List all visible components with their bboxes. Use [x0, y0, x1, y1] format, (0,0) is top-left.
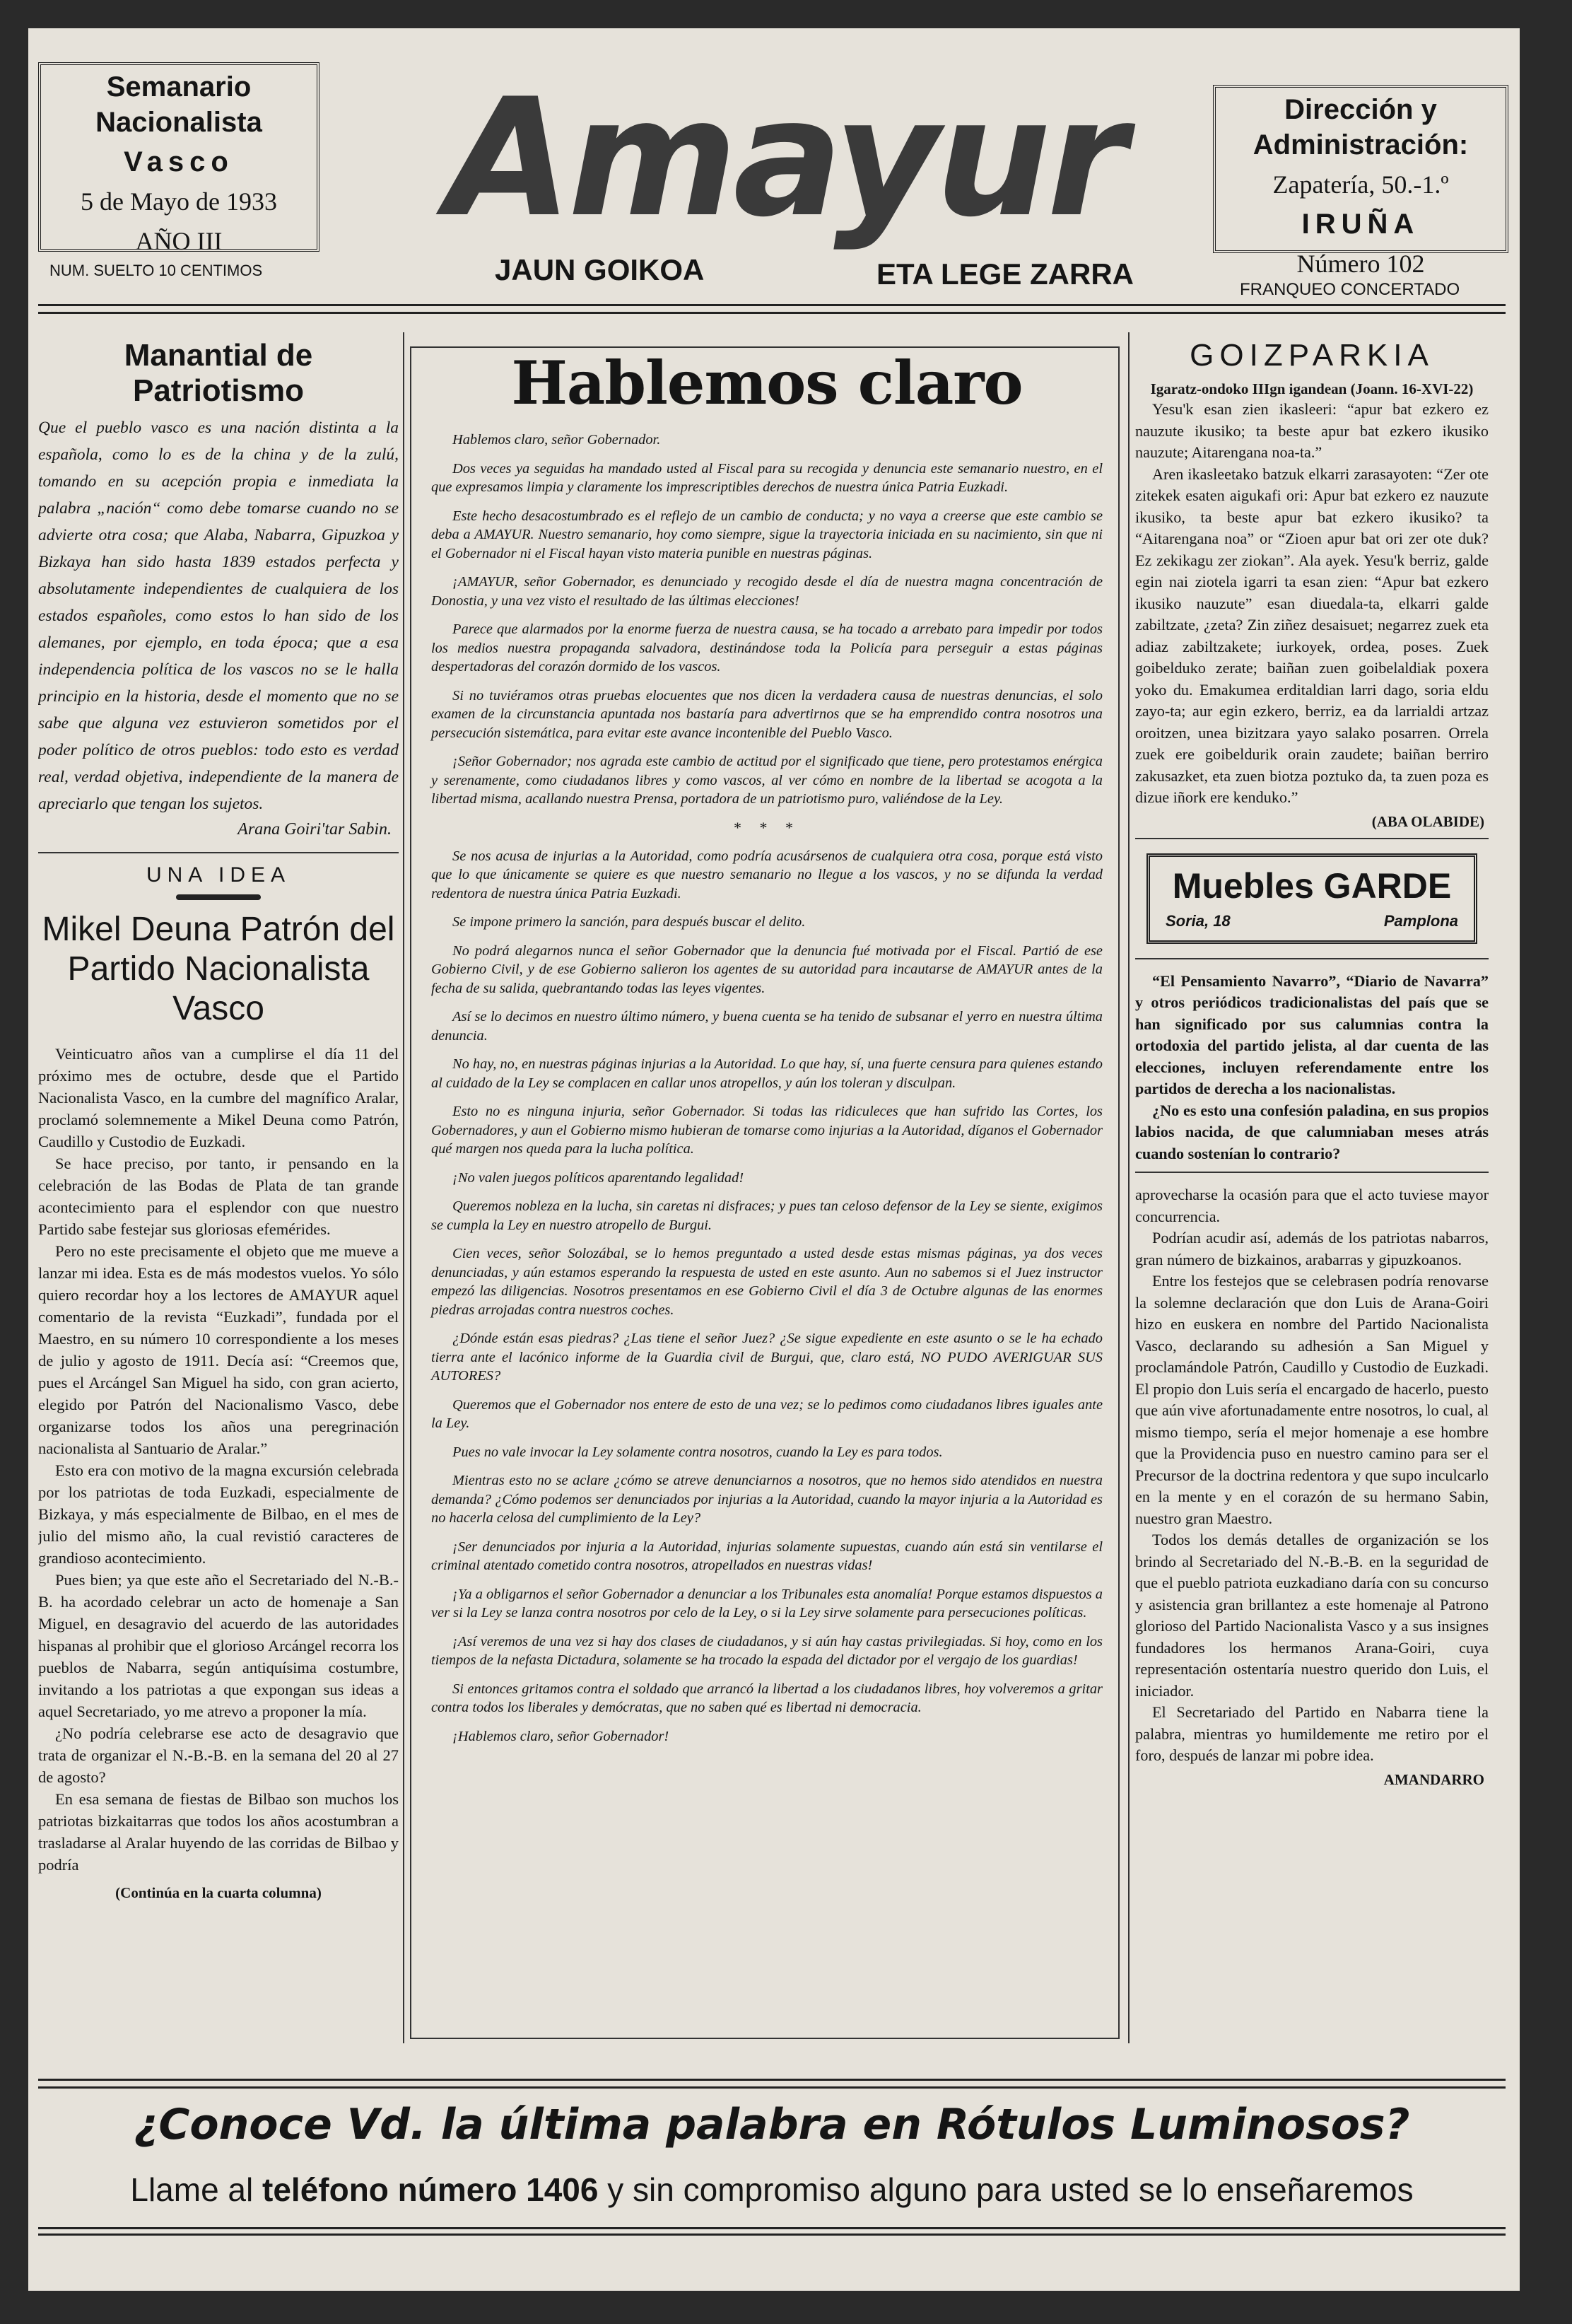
right-column — [1135, 332, 1489, 2050]
paragraph: Entre los festejos que se celebrasen podría renovarse la solemne declaración que don Luis de Arana-Goiri hizo en euskera en nombre del Partido Nacionalista Vasco, declarando su adhesión a San Miguel y proclamándole Patrón, Caudillo y Custodio de Euzkadi. El propio don Luis sería el encargado de hacerlo, puesto que aún vive afortunadamente entre nosotros, lo cual, al mismo tiempo, sería el mejor homenaje a ese hombre que la Providencia puso en nuestro camino para ser el Precursor de la doctrina redentora y que supo inculcarlo en la mente y en el corazón de su hermano Sabin, nuestro gran Maestro. — [1135, 1272, 1489, 1527]
paragraph: ¿Dónde están esas piedras? ¿Las tiene el señor Juez? ¿Se sigue expediente en este asunto o se le ha echado tierra ante el lacónico informe de la Guardia civil de Burgui, que, claro está, NO PUDO AVERIGUAR SUS AUTORES? — [431, 1331, 1103, 1384]
paragraph: Si entonces gritamos contra el soldado que arrancó la libertad a los ciudadanos libres, hoy volveremos a gritar contra todos los liberales y demócratas, que no saben qué es libertad ni democracia. — [431, 1681, 1103, 1715]
paragraph: Pues no vale invocar la Ley solamente contra nosotros, cuando la Ley es para todos. — [452, 1444, 943, 1460]
paragraph: Esto no es ninguna injuria, señor Gobernador. Si todas las ridiculeces que han sufrido las Cortes, los Gobernadores, y aun el Gobierno mismo hubieran de tomarse como injurias a la Autoridad, díganos el Gobernador qué margen nos queda para la lucha política. — [431, 1104, 1103, 1157]
paragraph: Hablemos claro, señor Gobernador. — [452, 432, 661, 448]
franking-note: FRANQUEO CONCERTADO — [1240, 280, 1460, 299]
article-title: Manantial de Patriotismo — [124, 338, 313, 408]
paragraph: Pues bien; ya que este año el Secretariado del N.-B.-B. ha acordado celebrar un acto de homenaje a San Miguel, en desagravio del acuerdo de las autoridades hispanas al prohibir que el glorioso Arcángel recorra los pueblos de Nabarra, según antiquísima costumbre, invitando a los patriotas a que expongan sus ideas a aquel Secretariado, yo me atrevo a proponer la mía. — [38, 1571, 399, 1720]
issue-year: AÑO III — [135, 227, 223, 255]
editorial-title: Hablemos claro — [511, 348, 1023, 418]
admin-city: IRUÑA — [1301, 209, 1420, 240]
paragraph: “El Pensamiento Navarro”, “Diario de Navarra” y otros periódicos tradicionalistas del país que se han significado por sus calumnias contra la ortodoxia del partido jelista, al dar cuenta de las elecciones, incluyen referendamente entre los partidos de derecha a los nacionalistas. — [1135, 971, 1489, 1097]
paragraph: Así se lo decimos en nuestro último número, y buena cuenta se ha tenido de subsanar el yerro en nuestra última denuncia. — [431, 1009, 1103, 1044]
middle-column — [410, 332, 1124, 2050]
masthead-line: Semanario Nacionalista — [95, 71, 262, 138]
paragraph: Veinticuatro años van a cumplirse el día 11 del próximo mes de octubre, desde que el Partido Nacionalista Vasco, en la cumbre del magnífico Aralar, proclamó solemnemente a Mikel Deuna como Patrón, Caudillo y Custodio de Euzkadi. — [38, 1045, 399, 1150]
paragraph: ¡Ser denunciados por injuria a la Autoridad, injurias solamente supuestas, cuando aún está sin ventilarse el criminal atentado cometido contra nosotros, atropellados en nuestras vidas! — [431, 1538, 1103, 1573]
paragraph: Parece que alarmados por la enorme fuerza de nuestra causa, se ha tocado a arrebato para impedir por todos los medios nuestra propaganda salvadora, destinándose toda la Policía para perseguir a estas páginas despertadoras del corazón dormido de los vascos. — [431, 621, 1103, 675]
admin-address: Zapatería, 50.-1.º — [1272, 170, 1449, 199]
divider — [1135, 958, 1489, 959]
paragraph: No hay, no, en nuestras páginas injurias a la Autoridad. Lo que hay, sí, una fuerte censura para quienes estando al cuidado de la Ley se complacen en callar unos atropellos, y aún los toleran y disculpan. — [431, 1056, 1103, 1091]
footer-ad-text — [38, 2171, 1506, 2209]
paragraph: Queremos que el Gobernador nos entere de esto de una vez; se lo pedimos como ciudadanos libres iguales ante la Ley. — [431, 1396, 1103, 1431]
paragraph: Esto era con motivo de la magna excursión celebrada por los patriotas de toda Euzkadi, especialmente de Bizkaya, y más especialmente de Bilbao, en el mes de julio del mismo año, la cual revistió caracteres de grandioso acontecimiento. — [38, 1461, 399, 1567]
article-subtitle: Igaratz-ondoko IIIgn igandean (Joann. 16-XVI-22) — [1150, 380, 1474, 397]
ad-title: Muebles GARDE — [1172, 865, 1452, 906]
kicker: UNA IDEA — [146, 863, 291, 887]
newspaper-page — [28, 28, 1520, 2291]
paragraph: Mientras esto no se aclare ¿cómo se atreve denunciarnos a nosotros, que no hemos sido atendidos en nuestra demanda? ¿Cómo podemos ser denunciados por injurias a la Autoridad, cuando la mayor injuria a la Autoridad es no hacerla celosa del cumplimiento de la Ley? — [431, 1473, 1103, 1526]
divider — [1135, 1172, 1489, 1173]
paragraph: Podrían acudir así, además de los patriotas nabarros, gran número de bizkainos, arabarras y gipuzkoanos. — [1135, 1229, 1489, 1268]
article-title: GOIZPARKIA — [1190, 338, 1434, 373]
divider — [1135, 838, 1489, 839]
paragraph: ¡Ya a obligarnos el señor Gobernador a denunciar a los Tribunales esta anomalía! Porque estamos dispuestos a ver si la Ley se lanza contra nosotros por celo de la Ley, o si la Ley sirve solamente para persecuciones políticas. — [431, 1586, 1103, 1621]
motto-left: JAUN GOIKOA — [495, 253, 705, 286]
paragraph: aprovecharse la ocasión para que el acto tuviese mayor concurrencia. — [1135, 1186, 1489, 1225]
paragraph: Dos veces ya seguidas ha mandado usted al Fiscal para su recogida y denuncia este semanario nuestro, en el que expresamos limpia y claramente los imprescriptibles derechos de nuestra única Patria Euzkadi. — [431, 460, 1103, 495]
paragraph: Todos los demás detalles de organización se los brindo al Secretariado del N.-B.-B. en la seguridad de que el pueblo patriota euzkadiano daría con su concurso y asistencia gran brillantez a este homenaje al Patrono glorioso del Partido Nacionalista Vasco y a sus insignes fundadores los hermanos Arana-Goiri, cuya representación ostentaría nuestro querido don Luis, el iniciador. — [1135, 1531, 1489, 1700]
paragraph: ¡Señor Gobernador; nos agrada este cambio de actitud por el significado que tiene, pero protestamos enérgica y serenamente, como ciudadanos libres y como vascos, al ver cómo en nombre de la libertad se acogota a la libertad misma, acallando nuestra Prensa, portadora de un patriotismo puro, valiéndose de la Ley. — [431, 754, 1103, 807]
paragraph: ¡AMAYUR, señor Gobernador, es denunciado y recogido desde el día de nuestra magna concentración de Donostia, y una vez visto el resultado de las últimas elecciones! — [431, 574, 1103, 609]
signature: (ABA OLABIDE) — [1371, 812, 1484, 830]
paragraph: El Secretariado del Partido en Nabarra tiene la palabra, mientras yo humildemente me retiro por el foro, después de lanzar mi pobre idea. — [1135, 1703, 1489, 1764]
paragraph: Se hace preciso, por tanto, ir pensando en la celebración de las Bodas de Plata de tan grande acontecimiento para el esplendor con que nuestro Partido sabe festejar sus gloriosas efemérides. — [38, 1155, 399, 1238]
left-column — [38, 332, 399, 2050]
paragraph: Yesu'k esan zien ikasleeri: “apur bat ezkero ez nauzute ikusiko; ta beste apur bat ezkero ikusiko nauzute; Aitarengana noa-ta.” — [1135, 400, 1489, 461]
section-break: * * * — [734, 818, 800, 836]
column-divider — [403, 332, 404, 2043]
paragraph: Cien veces, señor Solozábal, se lo hemos preguntado a usted desde estas mismas páginas, ya dos veces denunciadas, y aún estamos esperando la respuesta de usted en este asunto. Aun no sabemos si el Juez instructor empezó las diligencias. Nosotros presentamos en ese Gobierno Civil el día 3 de Octubre algunas de las enormes piedras arrojadas contra nuestros coches. — [431, 1246, 1103, 1318]
paragraph: ¡Hablemos claro, señor Gobernador! — [452, 1728, 669, 1744]
paragraph: Este hecho desacostumbrado es el reflejo de un cambio de conducta; y no vaya a creerse que este cambio se deba a AMAYUR. Nuestro semanario, hoy como siempre, sigue la trayectoria iniciada en su nacimiento, sin que ni el Gobernador ni el Fiscal hayan visto materia punible en nuestras páginas. — [431, 508, 1103, 561]
paragraph: ¡No valen juegos políticos aparentando legalidad! — [452, 1169, 744, 1186]
paragraph: No podrá alegarnos nunca el señor Gobernador que la denuncia fué motivada por el Fiscal. Partió de ese Gobierno Civil, y de ese Gobierno salieron los agentes de su autoridad para incautarse de AMAYUR antes de la fecha de su salida, quebrantando todas las leyes vigentes. — [431, 942, 1103, 996]
administration-box — [1213, 85, 1508, 278]
issue-date: 5 de Mayo de 1933 — [81, 187, 277, 216]
ad-city: Pamplona — [1383, 911, 1458, 930]
footer-ad-phone: teléfono número 1406 — [262, 2171, 599, 2208]
issue-number: Número 102 — [1296, 250, 1425, 278]
admin-line: Dirección y Administración: — [1253, 94, 1469, 160]
newspaper-logo: Amayur — [446, 64, 1123, 253]
paragraph: Se nos acusa de injurias a la Autoridad, como podría acusársenos de cualquiera otra cosa, porque está visto que lo que únicamente se quiere es que nuestro semanario no llegue a los vascos, y no se difunda la verdad redentora de nuestra única Patria Euzkadi. — [431, 848, 1103, 901]
paragraph: Aren ikasleetako batzuk elkarri zarasayoten: “Zer ote zitekek esaten aigukafi ori: Apur bat ezkero ez nauzute ikusiko, ta beste apur bat ezkero ikusiko? ta “Aitarengana noa” or “Zioen apur bat ori zer ote duk? Ez zekikagu zer ziokan”. Ala ayek. Yesu'k berriz, galde egin nai ziotela igarri ta esan zien: “Apur bat ezkero ikusiko nauzute” esan diuedala-ta, elkarri galde zabiltzate, ¿zeta? Zin ziñez desaisuet; negarrez zuek eta adiaz zabiltzakete; iurkoyek, ordea, poses. Zuek goibelduko zerate; baiñan zuen goibelaldiak poxera yoko du. Emakumea erditaldian larri dago, soria eldu zayo-ta; aur egin ezkero, berriz, ea da larrialdi artzaz oroitzen, unea bizitzara yayo salako posarren. Orrela zuek ere goibeldurik orain zaudete; baiñan berriro zakusazket, eta zuen biotza poztuko da, ta zuen poza es dizue iñork ere kenduko.” — [1135, 465, 1489, 806]
footer-ad-part: Llame al — [130, 2171, 254, 2208]
footer-ad-part: y sin compromiso alguno para usted se lo enseñaremos — [607, 2171, 1414, 2208]
paragraph: ¿No es esto una confesión paladina, en sus propios labios nacida, de que calumniaban meses atrás cuando sostenían lo contrario? — [1135, 1101, 1489, 1162]
masthead-rule — [38, 304, 1506, 314]
footer-rule — [38, 2227, 1506, 2236]
paragraph: En esa semana de fiestas de Bilbao son muchos los patriotas bizkaitarras que todos los años acostumbran a trasladarse al Aralar huyendo de las corridas de Bilbao y podría — [38, 1790, 399, 1874]
paragraph: Pero no este precisamente el objeto que me mueve a lanzar mi idea. Esta es de más modestos vuelos. Yo sólo quiero recordar hoy a los lectores de AMAYUR aquel comentario de la revista “Euzkadi”, fundada por el Maestro, en su número 10 correspondiente a los meses de julio y agosto de 1911. Decía así: “Creemos que, pues el Arcángel San Miguel ha sido, con gran acierto, elegido por Patrón del Nacionalismo Vasco, debe organizarse todos los años una peregrinación nacionalista al Santuario de Aralar.” — [38, 1242, 399, 1457]
masthead-info-box — [38, 62, 319, 255]
ad-street: Soria, 18 — [1166, 911, 1231, 930]
article-title: Mikel Deuna Patrón del Partido Nacionalista Vasco — [42, 911, 395, 1027]
paragraph: ¡Así veremos de una vez si hay dos clases de ciudadanos, y si aún hay castas privilegiadas. Si hoy, como en los tiempos de la nefasta Dictadura, solamente se ha trocado la espada del dictador por el vergajo de los guardias! — [431, 1633, 1103, 1668]
furniture-ad — [1146, 853, 1477, 944]
ornament — [176, 894, 261, 900]
signature: AMANDARRO — [1383, 1770, 1484, 1788]
paragraph: Si no tuviéramos otras pruebas elocuentes que nos dicen la verdadera causa de nuestras denuncias, el solo examen de la circunstancia apuntada nos bastaría para advertirnos que se ha emprendido contra nosotros una persecución sistemática, para evitar este avance incontenible del Pueblo Vasco. — [431, 687, 1103, 741]
footer-rule — [38, 2079, 1506, 2089]
paragraph: ¿No podría celebrarse ese acto de desagravio que trata de organizar el N.-B.-B. en la semana del 20 al 27 de agosto? — [38, 1724, 399, 1786]
motto-right: ETA LEGE ZARRA — [876, 257, 1134, 291]
divider — [38, 852, 399, 853]
quote-text: Que el pueblo vasco es una nación distinta a la española, como lo es de la china y de la zulú, tomando en su acepción propia e inmediata la palabra „nación“ como debe tomarse cuando no se advierte otra cosa; que Alaba, Nabarra, Gipuzkoa y Bizkaya han sido hasta 1839 estados perfecta y absolutamente independientes de cualquiera de los estados españoles, como estos lo han sido de los alemanes, por ejemplo, en toda época; que a esa independencia política de los vascos no se le halla principio en la historia, desde el momento que no se sabe que alguna vez estuvieron sometidos por el poder político de otros pueblos: todo esto es verdad real, verdad objetiva, independiente de la manera de apreciarlo que tengan los sujetos. — [38, 419, 399, 813]
paragraph: Se impone primero la sanción, para después buscar el delito. — [452, 914, 806, 930]
quote-signature: Arana Goiri'tar Sabin. — [237, 820, 392, 839]
continue-note: (Continúa en la cuarta columna) — [115, 1884, 322, 1901]
masthead-line: Vasco — [124, 146, 234, 177]
paragraph: Queremos nobleza en la lucha, sin caretas ni disfraces; y pues tan celoso defensor de la Ley se siente, exigimos se cumpla la Ley en nuestro atropello de Burgui. — [431, 1198, 1103, 1233]
price-note: NUM. SUELTO 10 CENTIMOS — [49, 262, 263, 279]
ad-address — [1157, 912, 1467, 930]
column-divider — [1128, 332, 1130, 2043]
footer-ad-headline: ¿Conoce Vd. la última palabra en Rótulos Luminosos? — [134, 2100, 1410, 2149]
